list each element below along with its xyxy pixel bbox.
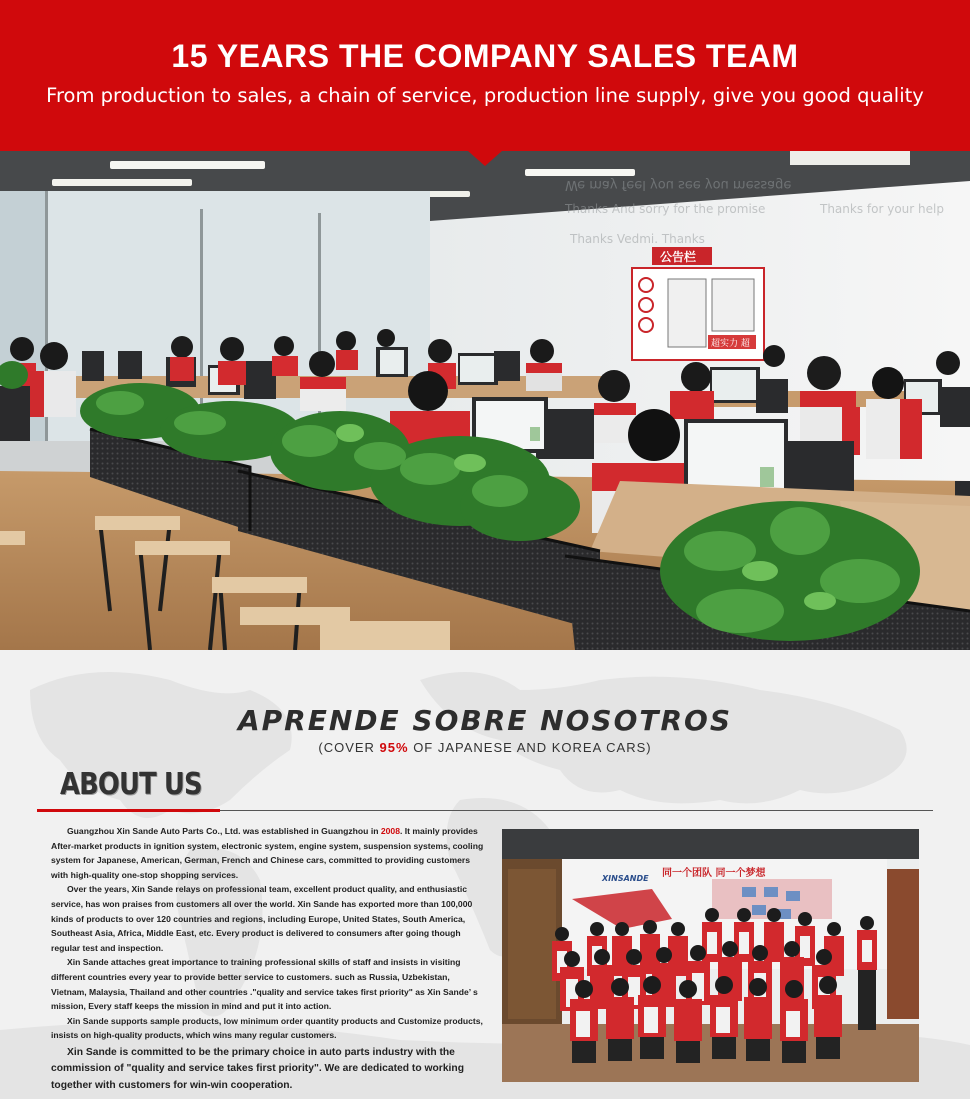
about-section [0, 650, 970, 1099]
p1-start: Guangzhou Xin Sande Auto Parts Co., Ltd. was established in Guangzhou in [67, 826, 381, 836]
about-paragraph-1 [51, 824, 487, 882]
about-text [51, 824, 487, 1094]
about-us-title: ABOUT US [60, 767, 202, 802]
company-logo-text: XINSANDE [602, 874, 649, 883]
about-paragraph-4: Xin Sande supports sample products, low minimum order quantity products and Customize products, insists on high-quality products, which wins many regular customers. [51, 1015, 483, 1041]
about-paragraph-5: Xin Sande is committed to be the primary choice in auto parts industry with the commission of "quality and service takes first priority". We are dedicated to working together with customers for win-win cooperation. [51, 1046, 464, 1091]
p1-end: . It mainly provides After-market products in ignition system, electronic system, engine system, suspension systems, cooling system for Japanese, American, German, French and Chinese cars, committed to providing customers with high-quality one-stop shopping services. [51, 826, 484, 880]
board-footer: 超实力 超 [711, 339, 750, 349]
office-photo [0, 151, 970, 650]
section-subheading [0, 740, 970, 755]
banner-pointer [468, 151, 502, 166]
about-paragraph-2: Over the years, Xin Sande relays on professional team, excellent product quality, and enthusiastic service, has won praises from customers all over the world. Xin Sande has exported more than 100,000 kinds of products to over 120 countries and regions, including Europe, United States, South America, Southeast Asia, Africa, Middle East, etc. Every product is delivered to consumers after going though regular test and inspection. [51, 884, 473, 953]
top-banner [0, 0, 970, 151]
reflection-text-4: Thanks for your help [820, 202, 944, 216]
coverage-percentage: 95% [379, 740, 409, 755]
subheading-text-start: (COVER [318, 740, 380, 755]
reflection-text-2: Thanks And sorry for the promise [565, 202, 766, 216]
section-heading: APRENDE SOBRE NOSOTROS [237, 704, 732, 737]
team-photo [502, 829, 919, 1082]
subheading-text-end: OF JAPANESE AND KOREA CARS) [408, 740, 652, 755]
divider-accent [37, 809, 220, 812]
reflection-text-1: We may feel you see you message [565, 177, 792, 192]
banner-title: 15 YEARS THE COMPANY SALES TEAM [171, 38, 799, 74]
wall-slogan: 同一个团队 同一个梦想 [662, 868, 766, 879]
board-title: 公告栏 [660, 250, 697, 264]
about-paragraph-3: Xin Sande attaches great importance to training professional skills of staff and insists in visiting different countries every year to provide better service to customers. such as Russia, Uzbekistan, Vietnam, Malaysia, Thailand and other countries ."quality and service takes first priority" as Xin Sande’ s mission, Every staff keeps the mission in mind and put it into action. [51, 957, 478, 1012]
founding-year: 2008 [380, 826, 400, 836]
banner-subtitle: From production to sales, a chain of service, production line supply, give you good quality [46, 84, 924, 107]
reflection-text-3: Thanks Vedmi. Thanks [570, 232, 705, 246]
